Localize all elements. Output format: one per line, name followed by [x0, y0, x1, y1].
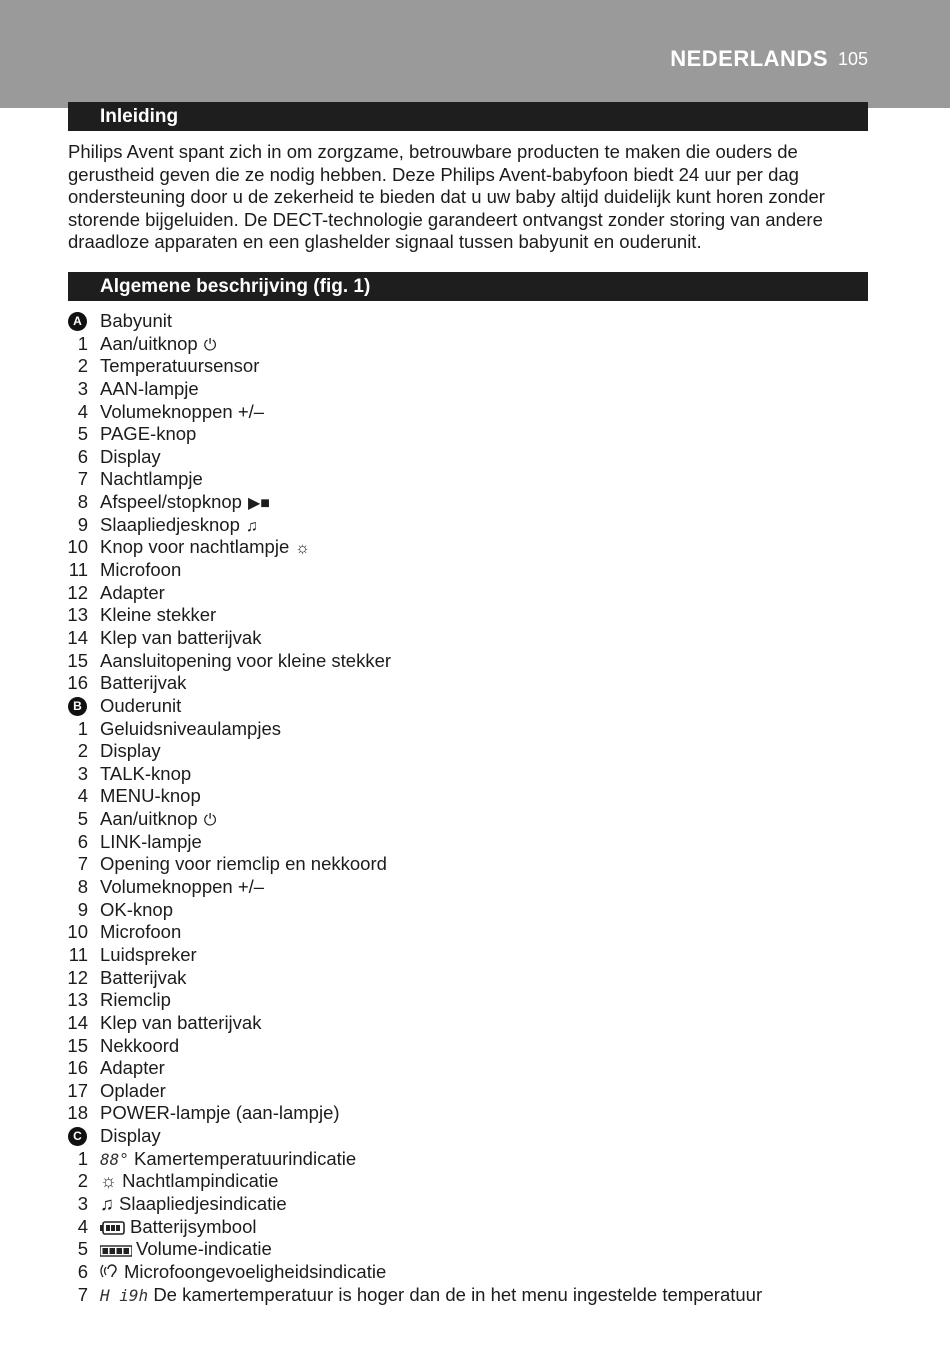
item-number: 8: [77, 876, 88, 898]
item-text: Geluidsniveaulampjes: [100, 717, 281, 739]
list-item: [0, 423, 950, 446]
item-label: [100, 468, 203, 491]
item-label: [100, 1261, 386, 1284]
page-number: 105: [838, 49, 869, 69]
item-text: Nekkoord: [100, 1034, 180, 1056]
item-text: Volumeknoppen +/–: [100, 400, 265, 422]
item-label: [100, 1238, 272, 1261]
item-number: 2: [77, 355, 88, 377]
item-number: 12: [67, 581, 88, 603]
item-text: Adapter: [100, 581, 165, 603]
group-header-a: [0, 310, 950, 333]
item-text: Slaapliedjesknop: [100, 513, 240, 535]
item-label: [100, 355, 259, 378]
item-text: OK-knop: [100, 898, 174, 920]
item-number: 7: [77, 468, 88, 490]
item-text: Nachtlampindicatie: [122, 1170, 279, 1192]
group-header-b: [0, 695, 950, 718]
item-label: [100, 921, 181, 944]
list-item: [0, 740, 950, 763]
item-text: TALK-knop: [100, 762, 192, 784]
item-number: 11: [68, 559, 88, 581]
item-text: Afspeel/stopknop: [100, 491, 242, 513]
item-number: 3: [77, 762, 88, 784]
item-number: 1: [77, 717, 88, 739]
item-label: [100, 1284, 762, 1308]
item-number: 9: [77, 898, 88, 920]
item-symbol-icon: ▶■: [247, 495, 270, 513]
intro-paragraph: Philips Avent spant zich in om zorgzame, betrouwbare producten te maken die ouders de gerustheid geven die ze nodig hebben. Deze Philips Avent-babyfoon biedt 24 uur per dag ondersteuning door u de zekerheid te bieden dat u uw baby altijd duidelijk kunt horen zonder storende bijgeluiden. De DECT-technologie garandeert ontvangst zonder storing van andere draadloze apparaten en een glashelder signaal tussen babyunit en ouderunit.: [68, 141, 825, 252]
list-item: [0, 672, 950, 695]
item-label: [100, 604, 216, 627]
item-label: [100, 650, 391, 673]
volume-bar-icon: [100, 1245, 132, 1257]
item-text: Microfoon: [100, 559, 182, 581]
item-label: [100, 627, 261, 650]
group-title: Display: [100, 1125, 161, 1147]
list-item: [0, 446, 950, 469]
item-text: MENU-knop: [100, 785, 201, 807]
item-text: Klep van batterijvak: [100, 1011, 262, 1033]
item-label: [100, 944, 197, 967]
list-item: [0, 627, 950, 650]
item-number: 14: [67, 1011, 88, 1033]
item-number: 1: [77, 1147, 88, 1169]
item-text: Volume-indicatie: [136, 1238, 272, 1260]
item-label: [100, 378, 199, 401]
list-item: [0, 1012, 950, 1035]
parts-list: [0, 310, 950, 1306]
item-text: Knop voor nachtlampje: [100, 536, 290, 558]
item-text: Aan/uitknop: [100, 808, 198, 830]
item-number: 13: [67, 989, 88, 1011]
item-number: 15: [67, 1034, 88, 1056]
item-text: Microfoon: [100, 921, 182, 943]
item-number: 5: [77, 423, 88, 445]
item-text: Batterijsymbool: [130, 1215, 257, 1237]
item-text: LINK-lampje: [100, 830, 202, 852]
item-label: [100, 831, 202, 854]
item-label: [100, 899, 173, 922]
list-item: [0, 967, 950, 990]
list-item: [0, 514, 950, 537]
item-label: [100, 853, 387, 876]
item-label: [100, 1012, 261, 1035]
item-number: 1: [77, 332, 88, 354]
item-symbol-icon: ♫: [245, 517, 258, 535]
list-item: [0, 1170, 950, 1193]
item-number: 6: [77, 445, 88, 467]
item-text: Batterijvak: [100, 672, 187, 694]
list-item: [0, 1035, 950, 1058]
item-number: 14: [67, 626, 88, 648]
item-label: [100, 1170, 278, 1193]
item-number: 15: [67, 649, 88, 671]
item-number: 17: [67, 1079, 88, 1101]
item-number: 2: [77, 1170, 88, 1192]
language-header: NEDERLANDS: [670, 46, 828, 71]
item-label: [100, 785, 201, 808]
item-label: [100, 740, 161, 763]
item-text: Display: [100, 740, 161, 762]
list-item: [0, 944, 950, 967]
item-number: 8: [77, 491, 88, 513]
list-item: [0, 876, 950, 899]
item-text: POWER-lampje (aan-lampje): [100, 1102, 340, 1124]
item-label: [100, 1102, 340, 1125]
item-number: 12: [67, 966, 88, 988]
item-number: 16: [67, 672, 88, 694]
list-item: [0, 1284, 950, 1307]
item-number: 13: [67, 604, 88, 626]
item-label: [100, 967, 186, 990]
item-symbol-icon: ⏻: [203, 336, 217, 354]
list-item: [0, 378, 950, 401]
group-header-c: [0, 1125, 950, 1148]
item-text: Luidspreker: [100, 943, 197, 965]
item-number: 7: [77, 853, 88, 875]
list-item: [0, 921, 950, 944]
item-number: 2: [77, 740, 88, 762]
item-number: 6: [77, 1260, 88, 1282]
item-text: Opening voor riemclip en nekkoord: [100, 853, 387, 875]
item-text: Display: [100, 445, 161, 467]
group-letter-badge: C: [68, 1127, 87, 1146]
list-item: [0, 1216, 950, 1239]
list-item: [0, 468, 950, 491]
item-text: Oplader: [100, 1079, 166, 1101]
item-number: 16: [67, 1057, 88, 1079]
item-label: [100, 1057, 165, 1080]
item-text: Riemclip: [100, 989, 171, 1011]
item-label: [100, 989, 171, 1012]
group-letter-badge: A: [68, 312, 87, 331]
item-number: 3: [77, 1192, 88, 1214]
item-label: [100, 423, 196, 446]
item-number: 4: [77, 1215, 88, 1237]
item-text: De kamertemperatuur is hoger dan de in het menu ingestelde temperatuur: [153, 1283, 763, 1305]
item-label: [100, 514, 258, 539]
item-number: 10: [67, 536, 88, 558]
item-number: 18: [67, 1102, 88, 1124]
item-label: [100, 491, 270, 516]
item-number: 7: [77, 1283, 88, 1305]
section-title-intro: Inleiding: [68, 102, 868, 131]
item-label: [100, 401, 264, 424]
display-segment-readout: H i9h: [100, 1285, 149, 1305]
item-text: Batterijvak: [100, 966, 187, 988]
item-number: 5: [77, 1238, 88, 1260]
group-letter-badge: B: [68, 697, 87, 716]
item-text: Microfoongevoeligheidsindicatie: [124, 1260, 387, 1282]
list-item: [0, 989, 950, 1012]
item-text: Aansluitopening voor kleine stekker: [100, 649, 392, 671]
list-item: [0, 718, 950, 741]
item-number: 5: [77, 808, 88, 830]
list-item: [0, 899, 950, 922]
item-text: PAGE-knop: [100, 423, 197, 445]
list-item: [0, 333, 950, 356]
item-label: [100, 1216, 256, 1239]
group-title: Babyunit: [100, 310, 172, 331]
display-segment-readout: 88°: [100, 1149, 129, 1169]
item-number: 10: [67, 921, 88, 943]
item-text: Klep van batterijvak: [100, 626, 262, 648]
section-title-description: Algemene beschrijving (fig. 1): [68, 272, 868, 301]
item-number: 3: [77, 377, 88, 399]
list-item: [0, 650, 950, 673]
list-item: [0, 785, 950, 808]
list-item: [0, 763, 950, 786]
list-item: [0, 559, 950, 582]
list-item: [0, 1148, 950, 1171]
list-item: [0, 582, 950, 605]
list-item: [0, 401, 950, 424]
display-symbol: ♫: [100, 1192, 114, 1214]
item-text: Slaapliedjesindicatie: [119, 1192, 287, 1214]
battery-icon: [100, 1221, 126, 1235]
list-item: [0, 536, 950, 559]
item-label: [100, 1080, 166, 1103]
item-text: Kleine stekker: [100, 604, 217, 626]
item-number: 9: [77, 513, 88, 535]
ear-icon: [100, 1264, 120, 1280]
item-number: 4: [77, 785, 88, 807]
list-item: [0, 853, 950, 876]
list-item: [0, 1238, 950, 1261]
item-number: 11: [68, 943, 88, 965]
item-text: Nachtlampje: [100, 468, 203, 490]
item-symbol-icon: ⏻: [203, 812, 217, 830]
list-item: [0, 604, 950, 627]
item-label: [100, 333, 216, 358]
item-number: 4: [77, 400, 88, 422]
list-item: [0, 1080, 950, 1103]
list-item: [0, 1057, 950, 1080]
item-text: Kamertemperatuurindicatie: [134, 1147, 357, 1169]
item-label: [100, 1148, 356, 1172]
list-item: [0, 491, 950, 514]
list-item: [0, 1193, 950, 1216]
item-label: [100, 718, 281, 741]
display-symbol: ☼: [100, 1170, 117, 1192]
list-item: [0, 355, 950, 378]
item-label: [100, 808, 216, 833]
list-item: [0, 808, 950, 831]
item-label: [100, 536, 310, 561]
item-symbol-icon: ☼: [295, 540, 310, 558]
item-label: [100, 672, 186, 695]
item-label: [100, 876, 264, 899]
item-text: Adapter: [100, 1057, 165, 1079]
item-label: [100, 763, 191, 786]
item-number: 6: [77, 830, 88, 852]
list-item: [0, 1102, 950, 1125]
item-label: [100, 1035, 179, 1058]
item-text: Volumeknoppen +/–: [100, 876, 265, 898]
list-item: [0, 831, 950, 854]
item-text: Temperatuursensor: [100, 355, 260, 377]
item-label: [100, 582, 165, 605]
group-title: Ouderunit: [100, 694, 182, 716]
item-label: [100, 559, 181, 582]
item-label: [100, 446, 161, 469]
item-label: [100, 1193, 287, 1216]
item-text: AAN-lampje: [100, 377, 199, 399]
list-item: [0, 1261, 950, 1284]
item-text: Aan/uitknop: [100, 332, 198, 354]
